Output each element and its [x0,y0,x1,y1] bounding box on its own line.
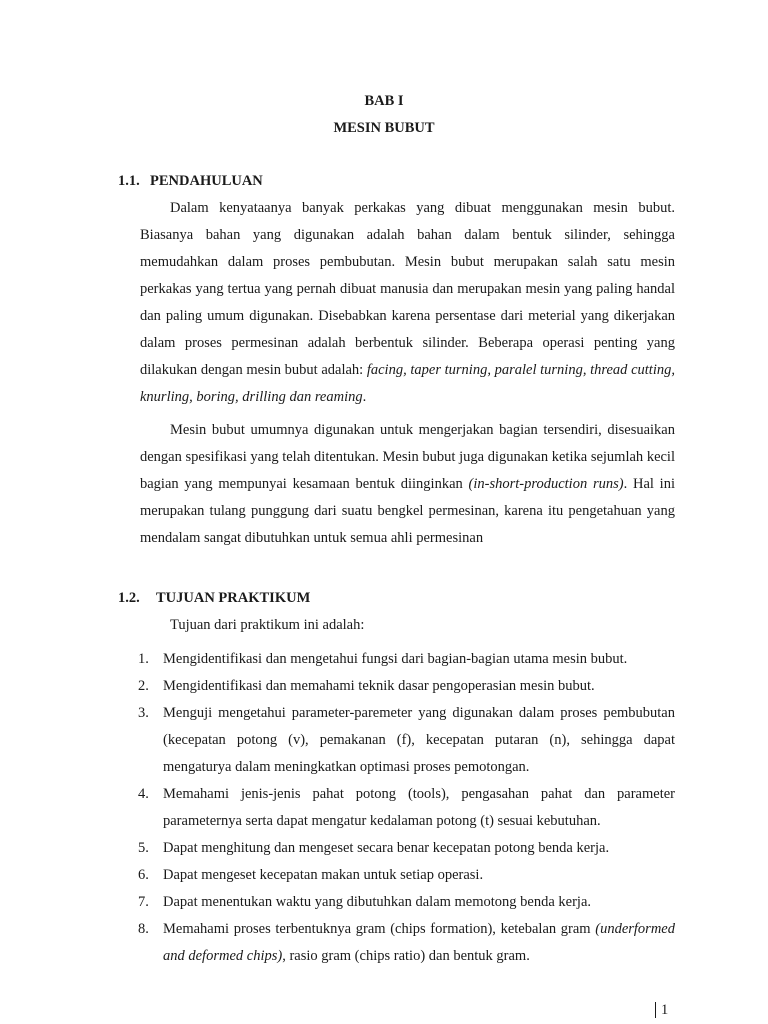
list-item [138,916,675,970]
list-text: Dapat menentukan waktu yang dibutuhkan dalam memotong benda kerja. [163,894,592,910]
list-text: Menguji mengetahui parameter-paremeter yang digunakan dalam proses pembubutan (kecepatan potong (v), pemakanan (f), kecepatan putaran (n), sehingga dapat mengaturya dalam meningkatkan optimasi proses pemotongan. [163,705,675,775]
list-item [138,835,675,862]
page-number-value: 1 [655,1002,668,1018]
list-item [138,889,675,916]
paragraph-text: Dalam kenyataanya banyak perkakas yang dibuat menggunakan mesin bubut. Biasanya bahan yang digunakan adalah bahan dalam bentuk silinder, sehingga memudahkan dalam proses pembubutan. Mesin bubut merupakan salah satu mesin perkakas yang tertua yang pernah dibuat manusia dan merupakan mesin yang paling handal dan paling umum digunakan. Disebabkan karena persentase dari meterial yang dikerjakan dalam proses permesinan adalah berbentuk silinder. Beberapa operasi penting yang dilakukan dengan mesin bubut adalah: [140,200,675,378]
list-text: Memahami proses terbentuknya gram (chips formation), ketebalan gram [163,921,596,937]
paragraph-italic-text: (in-short-production runs) [468,476,624,492]
list-item [138,862,675,889]
list-number: 5. [138,840,149,856]
paragraph-italic-text: facing, taper turning, paralel turning, thread cutting, knurling, boring, drilling dan reaming [140,362,675,405]
paragraph-lathe-usage [140,417,675,552]
list-item [138,673,675,700]
list-text: , rasio gram (chips ratio) dan bentuk gram. [282,948,530,964]
paragraph-text: Mesin bubut umumnya digunakan untuk mengerjakan bagian tersendiri, disesuaikan dengan spesifikasi yang telah ditentukan. Mesin bubut juga digunakan ketika sejumlah kecil bagian yang mempunyai kesamaan bentuk diinginkan [140,422,675,492]
objectives-list [138,646,675,970]
list-text: Mengidentifikasi dan memahami teknik dasar pengoperasian mesin bubut. [163,678,595,694]
list-text: Dapat menghitung dan mengeset secara benar kecepatan potong benda kerja. [163,840,610,856]
chapter-label: BAB I [364,93,404,109]
paragraph-text: . [362,389,367,405]
objectives-intro: Tujuan dari praktikum ini adalah: [170,617,365,633]
section-number: 1.1. [118,173,140,189]
list-text: Memahami jenis-jenis pahat potong (tools), pengasahan pahat dan parameter parameternya serta dapat mengatur kedalaman potong (t) sesuai kebutuhan. [163,786,675,829]
list-item [138,700,675,781]
list-number: 1. [138,651,149,667]
section-title: PENDAHULUAN [150,173,263,189]
section-title: TUJUAN PRAKTIKUM [156,590,311,606]
list-text: Mengidentifikasi dan mengetahui fungsi dari bagian-bagian utama mesin bubut. [163,651,628,667]
paragraph-text: . Hal ini merupakan tulang punggung dari suatu bengkel permesinan, karena itu pengetahuan yang mendalam sangat dibutuhkan untuk semua ahli permesinan [140,476,675,546]
section-heading-tujuan [118,590,310,607]
list-text: Dapat mengeset kecepatan makan untuk setiap operasi. [163,867,484,883]
chapter-title: MESIN BUBUT [333,120,435,136]
list-number: 8. [138,921,149,937]
page-number [655,1002,668,1019]
list-italic-text: (underformed and deformed chips) [163,921,675,964]
list-item [138,781,675,835]
paragraph-intro [140,195,675,411]
list-item [138,646,675,673]
list-number: 4. [138,786,149,802]
list-number: 6. [138,867,149,883]
list-number: 7. [138,894,149,910]
section-number: 1.2. [118,590,140,606]
list-number: 3. [138,705,149,721]
list-number: 2. [138,678,149,694]
section-heading-pendahuluan [118,173,263,190]
